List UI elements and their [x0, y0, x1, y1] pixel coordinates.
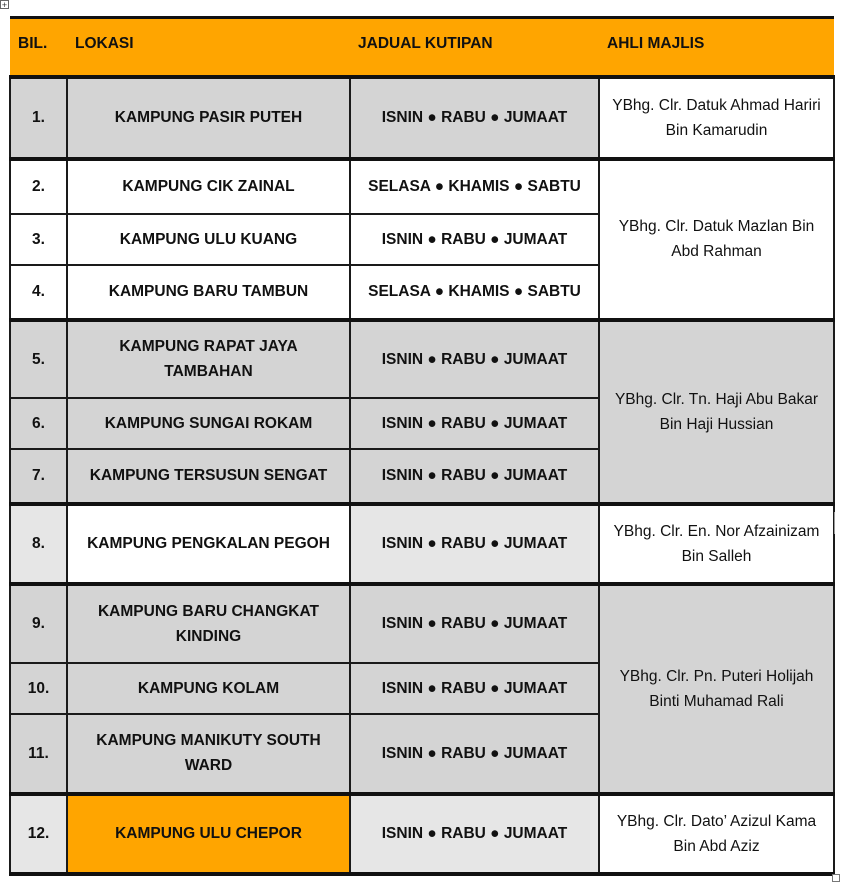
row-number: 3.	[10, 214, 67, 265]
schedule-cell: ISNIN ● RABU ● JUMAAT	[350, 714, 599, 794]
council-member-cell	[599, 159, 834, 320]
row-number: 9.	[10, 584, 67, 663]
council-member-cell	[599, 794, 834, 874]
location-cell-highlighted: KAMPUNG ULU CHEPOR	[67, 794, 350, 874]
table-move-handle-icon[interactable]: +	[1, 0, 8, 10]
schedule-cell: SELASA ● KHAMIS ● SABTU	[350, 159, 599, 214]
row-number: 1.	[10, 77, 67, 159]
header-bil: BIL.	[10, 18, 67, 77]
table-row	[10, 584, 834, 663]
table-row	[10, 159, 834, 214]
table-header-row	[10, 18, 834, 77]
schedule-cell: ISNIN ● RABU ● JUMAAT	[350, 449, 599, 504]
row-number: 5.	[10, 320, 67, 398]
schedule-cell: ISNIN ● RABU ● JUMAAT	[350, 214, 599, 265]
location-cell: KAMPUNG KOLAM	[67, 663, 350, 714]
row-number: 6.	[10, 398, 67, 449]
schedule-cell: ISNIN ● RABU ● JUMAAT	[350, 77, 599, 159]
council-member-name: YBhg. Clr. Datuk Mazlan Bin Abd Rahman	[618, 218, 815, 260]
schedule-cell: ISNIN ● RABU ● JUMAAT	[350, 398, 599, 449]
council-member-name: YBhg. Clr. Dato’ Azizul Kama Bin Abd Aziz	[616, 812, 817, 855]
council-member-name: YBhg. Clr. Tn. Haji Abu Bakar Bin Haji Hussian	[614, 390, 819, 433]
row-number: 8.	[10, 504, 67, 584]
table-row	[10, 320, 834, 398]
schedule-cell: ISNIN ● RABU ● JUMAAT	[350, 663, 599, 714]
location-cell: KAMPUNG RAPAT JAYA TAMBAHAN	[67, 320, 350, 398]
schedule-cell: ISNIN ● RABU ● JUMAAT	[350, 504, 599, 584]
table-row	[10, 77, 834, 159]
collection-schedule-table	[9, 16, 835, 876]
location-cell: KAMPUNG BARU TAMBUN	[67, 265, 350, 320]
row-number: 2.	[10, 159, 67, 214]
council-member-cell	[599, 320, 834, 504]
row-number: 10.	[10, 663, 67, 714]
location-cell: KAMPUNG CIK ZAINAL	[67, 159, 350, 214]
header-lokasi: LOKASI	[67, 18, 350, 77]
location-cell: KAMPUNG BARU CHANGKAT KINDING	[67, 584, 350, 663]
schedule-cell: ISNIN ● RABU ● JUMAAT	[350, 584, 599, 663]
council-member-cell	[599, 77, 834, 159]
table-resize-handle-icon[interactable]	[832, 874, 840, 882]
row-number: 12.	[10, 794, 67, 874]
table-row	[10, 794, 834, 874]
row-number: 11.	[10, 714, 67, 794]
location-cell: KAMPUNG PENGKALAN PEGOH	[67, 504, 350, 584]
schedule-cell: ISNIN ● RABU ● JUMAAT	[350, 320, 599, 398]
header-jadual-kutipan: JADUAL KUTIPAN	[350, 18, 599, 77]
location-cell: KAMPUNG PASIR PUTEH	[67, 77, 350, 159]
text-cursor-marker	[834, 512, 835, 534]
schedule-cell: SELASA ● KHAMIS ● SABTU	[350, 265, 599, 320]
council-member-name: YBhg. Clr. En. Nor Afzainizam Bin Salleh	[613, 522, 820, 565]
location-cell: KAMPUNG TERSUSUN SENGAT	[67, 449, 350, 504]
location-cell: KAMPUNG MANIKUTY SOUTH WARD	[67, 714, 350, 794]
council-member-cell	[599, 584, 834, 794]
location-cell: KAMPUNG ULU KUANG	[67, 214, 350, 265]
table-row	[10, 504, 834, 584]
council-member-name: YBhg. Clr. Pn. Puteri Holijah Binti Muhamad Rali	[619, 667, 814, 710]
location-cell: KAMPUNG SUNGAI ROKAM	[67, 398, 350, 449]
schedule-cell: ISNIN ● RABU ● JUMAAT	[350, 794, 599, 874]
row-number: 4.	[10, 265, 67, 320]
council-member-cell	[599, 504, 834, 584]
header-ahli-majlis: AHLI MAJLIS	[599, 18, 834, 77]
council-member-name: YBhg. Clr. Datuk Ahmad Hariri Bin Kamarudin	[612, 96, 821, 139]
row-number: 7.	[10, 449, 67, 504]
